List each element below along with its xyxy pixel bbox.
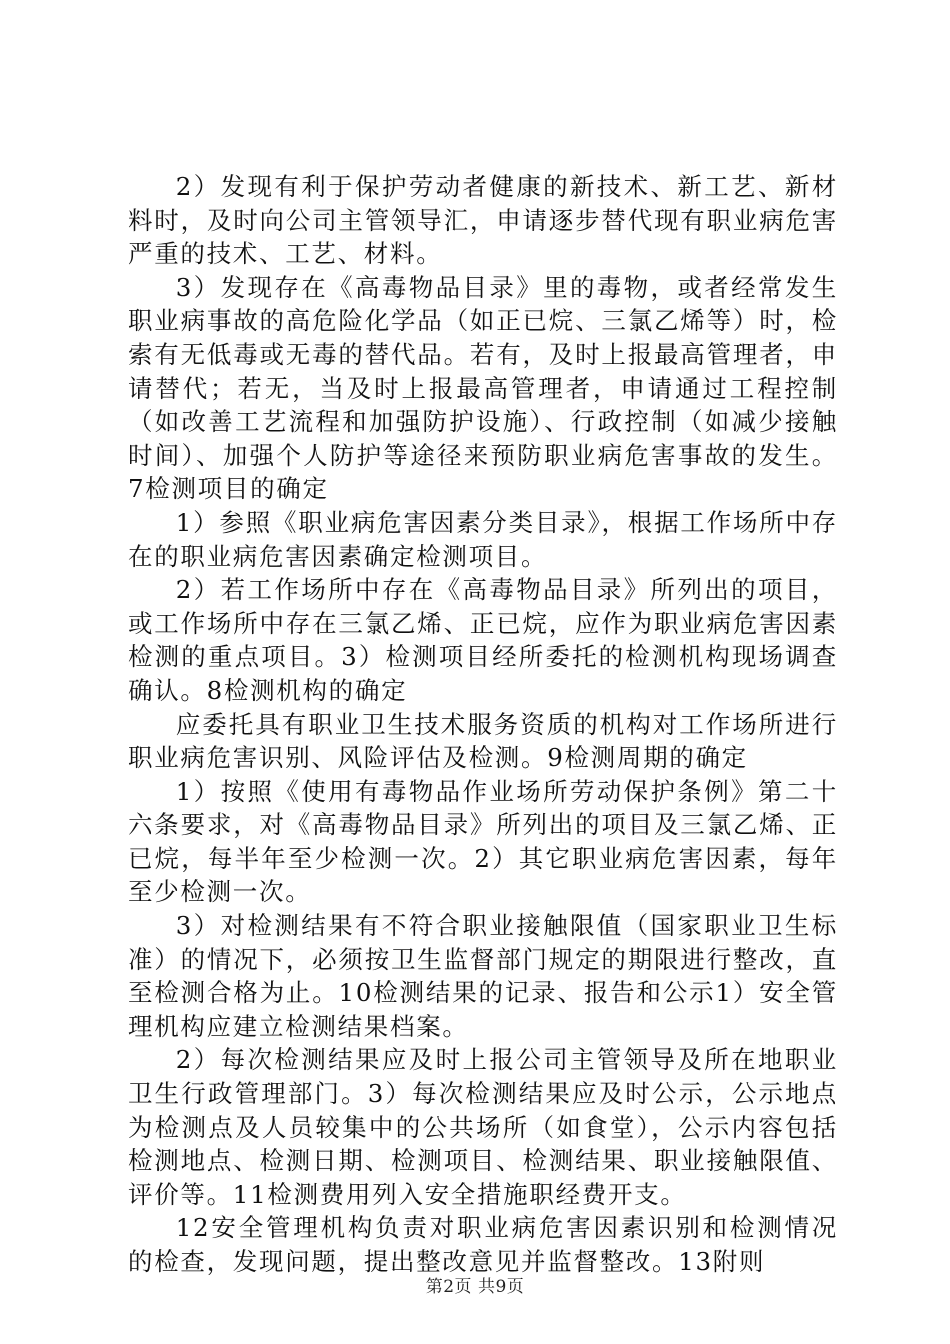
paragraph-1: 2）发现有利于保护劳动者健康的新技术、新工艺、新材料时，及时向公司主管领导汇，申请逐步替代现有职业病危害严重的技术、工艺、材料。 — [128, 172, 838, 269]
paragraph-4: 2）若工作场所中存在《高毒物品目录》所列出的项目，或工作场所中存在三氯乙烯、正已烷，应作为职业病危害因素检测的重点项目。3）检测项目经所委托的检测机构现场调查确认。8检测机构的确定 — [128, 575, 838, 705]
paragraph-6: 1）按照《使用有毒物品作业场所劳动保护条例》第二十六条要求，对《高毒物品目录》所列出的项目及三氯乙烯、正已烷，每半年至少检测一次。2）其它职业病危害因素，每年至少检测一次。 — [128, 776, 838, 907]
paragraph-9: 12安全管理机构负责对职业病危害因素识别和检测情况的检查，发现问题，提出整改意见并监督整改。13附则 — [128, 1213, 838, 1276]
paragraph-5: 应委托具有职业卫生技术服务资质的机构对工作场所进行职业病危害识别、风险评估及检测。9检测周期的确定 — [128, 709, 838, 773]
paragraph-2: 3）发现存在《高毒物品目录》里的毒物，或者经常发生职业病事故的高危险化学品（如正已烷、三氯乙烯等）时，检索有无低毒或无毒的替代品。若有，及时上报最高管理者，申请替代；若无，当及时上报最高管理者，申请通过工程控制（如改善工艺流程和加强防护设施）、行政控制（如减少接触时间）、加强个人防护等途径来预防职业病危害事故的发生。7检测项目的确定 — [128, 272, 838, 504]
page-footer: 第2页 共9页 — [425, 1277, 525, 1297]
document-body — [128, 170, 838, 1279]
paragraph-8: 2）每次检测结果应及时上报公司主管领导及所在地职业卫生行政管理部门。3）每次检测结果应及时公示，公示地点为检测点及人员较集中的公共场所（如食堂），公示内容包括检测地点、检测日期、检测项目、检测结果、职业接触限值、评价等。11检测费用列入安全措施职经费开支。 — [128, 1045, 838, 1209]
paragraph-3: 1）参照《职业病危害因素分类目录》，根据工作场所中存在的职业病危害因素确定检测项目。 — [128, 507, 838, 571]
paragraph-7: 3）对检测结果有不符合职业接触限值（国家职业卫生标准）的情况下，必须按卫生监督部门规定的期限进行整改，直至检测合格为止。10检测结果的记录、报告和公示1）安全管理机构应建立检测结果档案。 — [128, 911, 838, 1041]
